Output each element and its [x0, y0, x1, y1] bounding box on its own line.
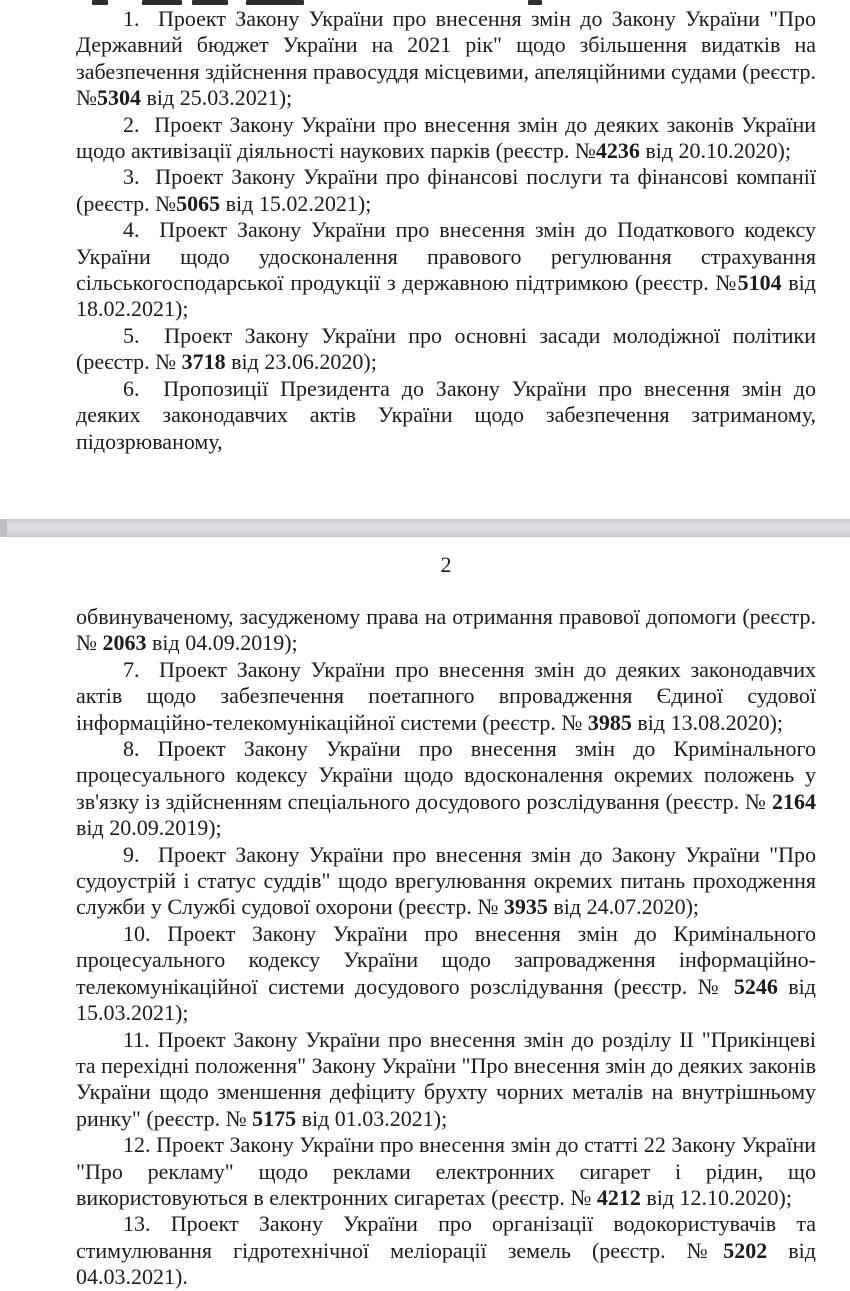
page2-law-item-7-pre: 13. Проект Закону України про організації водокористувачів та стимулювання гідротехнічної меліорації земель (реєстр. № [76, 1211, 816, 1263]
page2-law-item-0-post: від 04.09.2019); [146, 630, 298, 656]
page1-law-item-1-bold: 4236 [595, 138, 640, 164]
page2-law-item-2-bold: 2164 [772, 788, 816, 814]
clipped-text-fragment [192, 0, 228, 5]
page2-law-item-5-post: від 01.03.2021); [296, 1105, 448, 1131]
page1-law-item-3 [76, 217, 816, 323]
page2-law-item-5 [76, 1027, 816, 1133]
page1-law-item-3-bold: 5104 [737, 270, 782, 296]
page1-law-item-0 [76, 6, 816, 112]
page2-law-item-3 [76, 842, 816, 921]
page2-law-item-6-post: від 12.10.2020); [640, 1184, 792, 1210]
page1-law-item-2-post: від 15.02.2021); [220, 190, 372, 216]
page-2-text-block [76, 604, 816, 1291]
page1-law-item-0-pre: 1. Проект Закону України про внесення змін до Закону України "Про Державний бюджет України на 2021 рік" щодо збільшення видатків на забезпечення здійснення правосуддя місцевими, апеляційними судами (реєстр. № [76, 6, 816, 111]
page1-law-item-4 [76, 323, 816, 376]
page2-law-item-3-bold: 3935 [503, 894, 548, 920]
page2-law-item-3-pre: 9. Проект Закону України про внесення змін до Закону України "Про судоустрій і статус суддів" щодо врегулювання окремих питань проходження служби у Службі судової охорони (реєстр. № [76, 841, 816, 920]
page2-law-item-0-pre: обвинуваченому, засудженому права на отримання правової допомоги (реєстр. № [76, 604, 816, 656]
page2-law-item-1-bold: 3985 [587, 709, 632, 735]
page-separator-left-cap [0, 519, 7, 537]
page1-law-item-2-bold: 5065 [176, 190, 221, 216]
page1-law-item-2-pre: 3. Проект Закону України про фінансові послуги та фінансові компанії (реєстр. № [76, 164, 816, 216]
page2-law-item-2-post: від 20.09.2019); [76, 815, 222, 841]
page2-law-item-0 [76, 604, 816, 657]
page1-law-item-1-pre: 2. Проект Закону України про внесення змін до деяких законів України щодо активізації діяльності наукових парків (реєстр. № [76, 111, 816, 164]
page-number: 2 [440, 552, 452, 577]
page1-law-item-5 [76, 376, 816, 455]
page2-law-item-4-bold: 5246 [733, 973, 778, 999]
page2-law-item-5-pre: 11. Проект Закону України про внесення змін до розділу II "Прикінцеві та перехідні положення" Закону України "Про внесення змін до деяких законів України щодо зменшення дефіциту брухту чорних металів на внутрішньому ринку" (реєстр. № [76, 1026, 816, 1131]
page2-law-item-4-pre: 10. Проект Закону України про внесення змін до Кримінального процесуального кодексу України щодо запровадження інформаційно-телекомунікаційної системи досудового розслідування (реєстр. № [76, 920, 816, 999]
page2-law-item-5-bold: 5175 [252, 1105, 297, 1131]
page1-law-item-1-post: від 20.10.2020); [639, 138, 791, 164]
page2-law-item-6-bold: 4212 [596, 1184, 641, 1210]
page-1-text-block [76, 6, 816, 455]
page1-law-item-4-pre: 5. Проект Закону України про основні засади молодіжної політики (реєстр. № [76, 322, 816, 375]
page1-law-item-4-post: від 23.06.2020); [225, 349, 377, 375]
clipped-text-fragment [142, 0, 182, 5]
page-separator-bar [0, 519, 850, 537]
page2-law-item-2-pre: 8. Проект Закону України про внесення змін до Кримінального процесуального кодексу України щодо вдосконалення окремих положень у зв'язку із здійсненням спеціального досудового розслідування (реєстр. № [76, 736, 816, 814]
page2-law-item-1-pre: 7. Проект Закону України про внесення змін до деяких законодавчих актів щодо забезпечення поетапного впровадження Єдиної судової інформаційно-телекомунікаційної системи (реєстр. № [76, 656, 816, 735]
page1-law-item-0-post: від 25.03.2021); [141, 85, 293, 111]
page2-law-item-4-post: від 15.03.2021); [76, 973, 816, 1026]
page1-law-item-5-pre: 6. Пропозиції Президента до Закону України про внесення змін до деяких законодавчих актів України щодо забезпечення затриманому, підозрюваному, [76, 375, 816, 454]
page2-law-item-7-post: від 04.03.2021). [76, 1237, 816, 1290]
page1-law-item-1 [76, 112, 816, 165]
clipped-text-fragment [528, 0, 542, 5]
page2-law-item-3-post: від 24.07.2020); [547, 894, 700, 920]
clipped-text-fragment [92, 0, 108, 5]
page2-law-item-1-post: від 13.08.2020); [631, 709, 784, 735]
page1-law-item-3-pre: 4. Проект Закону України про внесення змін до Податкового кодексу України щодо удосконалення правового регулювання страхування сільськогосподарської продукції з державною підтримкою (реєстр. № [76, 217, 816, 296]
page1-law-item-3-post: від 18.02.2021); [76, 270, 816, 322]
page2-law-item-6-pre: 12. Проект Закону України про внесення змін до статті 22 Закону України "Про рекламу" щодо реклами електронних сигарет і рідин, що використовуються в електронних сигаретах (реєстр. № [76, 1132, 816, 1210]
page1-law-item-0-bold: 5304 [97, 85, 141, 111]
page1-law-item-2 [76, 164, 816, 217]
page2-law-item-4 [76, 921, 816, 1027]
clipped-text-fragment [246, 0, 304, 5]
page2-law-item-1 [76, 657, 816, 736]
page1-law-item-4-bold: 3718 [181, 349, 226, 375]
page2-law-item-6 [76, 1132, 816, 1211]
page2-law-item-0-bold: 2063 [102, 630, 147, 656]
page2-law-item-2 [76, 736, 816, 842]
page2-law-item-7-bold: 5202 [723, 1237, 768, 1263]
page2-law-item-7 [76, 1211, 816, 1290]
